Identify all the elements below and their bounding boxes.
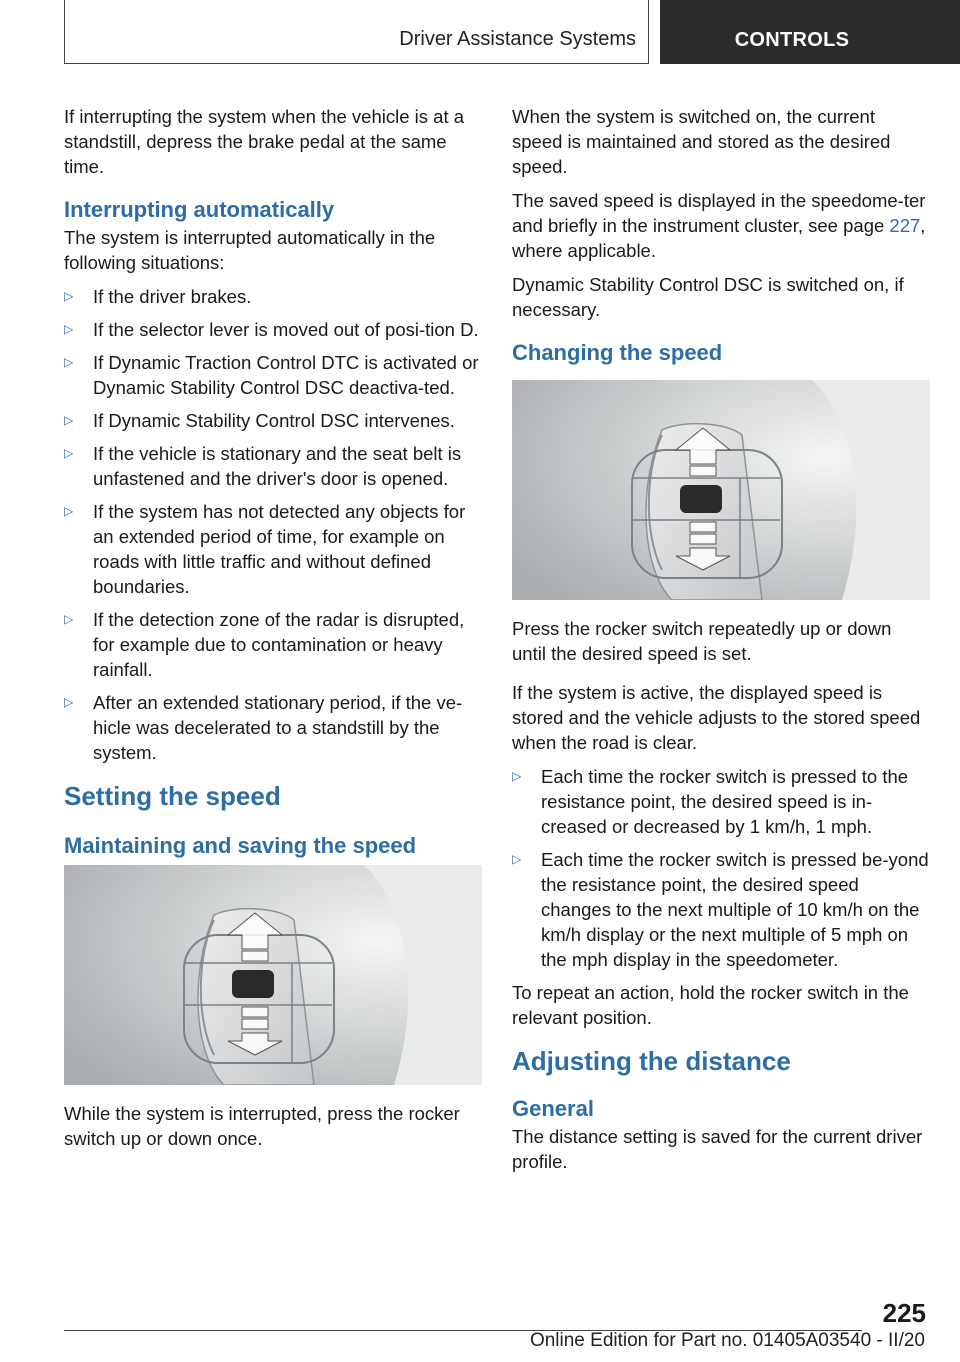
right-paragraph-7: The distance setting is saved for the current driver profile. xyxy=(512,1126,923,1172)
steering-wheel-rocker-photo-2 xyxy=(512,380,930,600)
triangle-right-icon: ▷ xyxy=(64,322,74,336)
triangle-right-icon: ▷ xyxy=(64,504,74,518)
list-item: ▷ Each time the rocker switch is pressed be-yond the resistance point, the desired speed changes to the next multiple of 10 km/h on the km/h display or the next multiple of 5 mph on the mph display in the speedometer. xyxy=(512,849,929,970)
left-column xyxy=(64,104,482,1160)
header-chapter-label: CONTROLS xyxy=(734,29,850,51)
heading-setting-the-speed: Setting the speed xyxy=(64,781,281,811)
list-item: ▷ If the selector lever is moved out of posi-tion D. xyxy=(64,319,479,340)
interrupt-paragraph: The system is interrupted automatically in the following situations: xyxy=(64,227,436,273)
right-paragraph-3: Dynamic Stability Control DSC is switched on, if necessary. xyxy=(512,274,904,320)
list-item: ▷ If the system has not detected any objects for an extended period of time, for example on roads with little traffic and without defined boundaries. xyxy=(64,501,466,597)
right-paragraph-5: If the system is active, the displayed speed is stored and the vehicle adjusts to the stored speed when the road is clear. xyxy=(512,682,921,753)
interrupt-bullet-list xyxy=(64,284,482,765)
heading-maintaining-saving-speed: Maintaining and saving the speed xyxy=(64,833,417,858)
header-section-title: Driver Assistance Systems xyxy=(399,28,636,50)
triangle-right-icon: ▷ xyxy=(64,413,74,427)
triangle-right-icon: ▷ xyxy=(64,446,74,460)
page-reference-link[interactable]: 227 xyxy=(889,215,921,236)
list-item: ▷ If Dynamic Stability Control DSC intervenes. xyxy=(64,410,455,431)
speed-bullet-list xyxy=(512,764,930,972)
triangle-right-icon: ▷ xyxy=(64,289,74,303)
footer-edition: Online Edition for Part no. 01405A03540 - II/20 xyxy=(529,1330,925,1351)
heading-general: General xyxy=(512,1096,594,1121)
triangle-right-icon: ▷ xyxy=(64,612,74,626)
list-item: ▷ If the vehicle is stationary and the seat belt is unfastened and the driver's door is opened. xyxy=(64,443,462,489)
right-paragraph-6: To repeat an action, hold the rocker switch in the relevant position. xyxy=(512,982,909,1028)
list-item: ▷ If the driver brakes. xyxy=(64,286,252,307)
heading-interrupting-automatically: Interrupting automatically xyxy=(64,197,335,222)
list-item: ▷ If the detection zone of the radar is disrupted, for example due to contamination or heavy rainfall. xyxy=(64,609,465,680)
triangle-right-icon: ▷ xyxy=(512,852,522,866)
triangle-right-icon: ▷ xyxy=(64,695,74,709)
right-column xyxy=(512,104,930,1183)
right-paragraph-4: Press the rocker switch repeatedly up or down until the desired speed is set. xyxy=(512,618,892,664)
intro-paragraph: If interrupting the system when the vehicle is at a standstill, depress the brake pedal at the same time. xyxy=(64,106,465,177)
right-paragraph-1: When the system is switched on, the current speed is maintained and stored as the desired speed. xyxy=(512,106,891,177)
heading-changing-the-speed: Changing the speed xyxy=(512,340,723,365)
right-paragraph-2: The saved speed is displayed in the speedome-ter and briefly in the instrument cluster, see page 227, where applicable. xyxy=(512,190,926,261)
photo-caption: While the system is interrupted, press the rocker switch up or down once. xyxy=(64,1103,460,1149)
steering-wheel-rocker-photo xyxy=(64,865,482,1085)
page-number: 225 xyxy=(882,1298,926,1328)
heading-adjusting-the-distance: Adjusting the distance xyxy=(512,1046,791,1076)
list-item: ▷ If Dynamic Traction Control DTC is activated or Dynamic Stability Control DSC deactiva-ted. xyxy=(64,352,479,398)
triangle-right-icon: ▷ xyxy=(512,769,522,783)
list-item: ▷ After an extended stationary period, if the ve-hicle was decelerated to a standstill by the system. xyxy=(64,692,463,763)
triangle-right-icon: ▷ xyxy=(64,355,74,369)
header-chapter-tab xyxy=(660,0,960,64)
list-item: ▷ Each time the rocker switch is pressed to the resistance point, the desired speed is in-creased or decreased by 1 km/h, 1 mph. xyxy=(512,766,909,837)
